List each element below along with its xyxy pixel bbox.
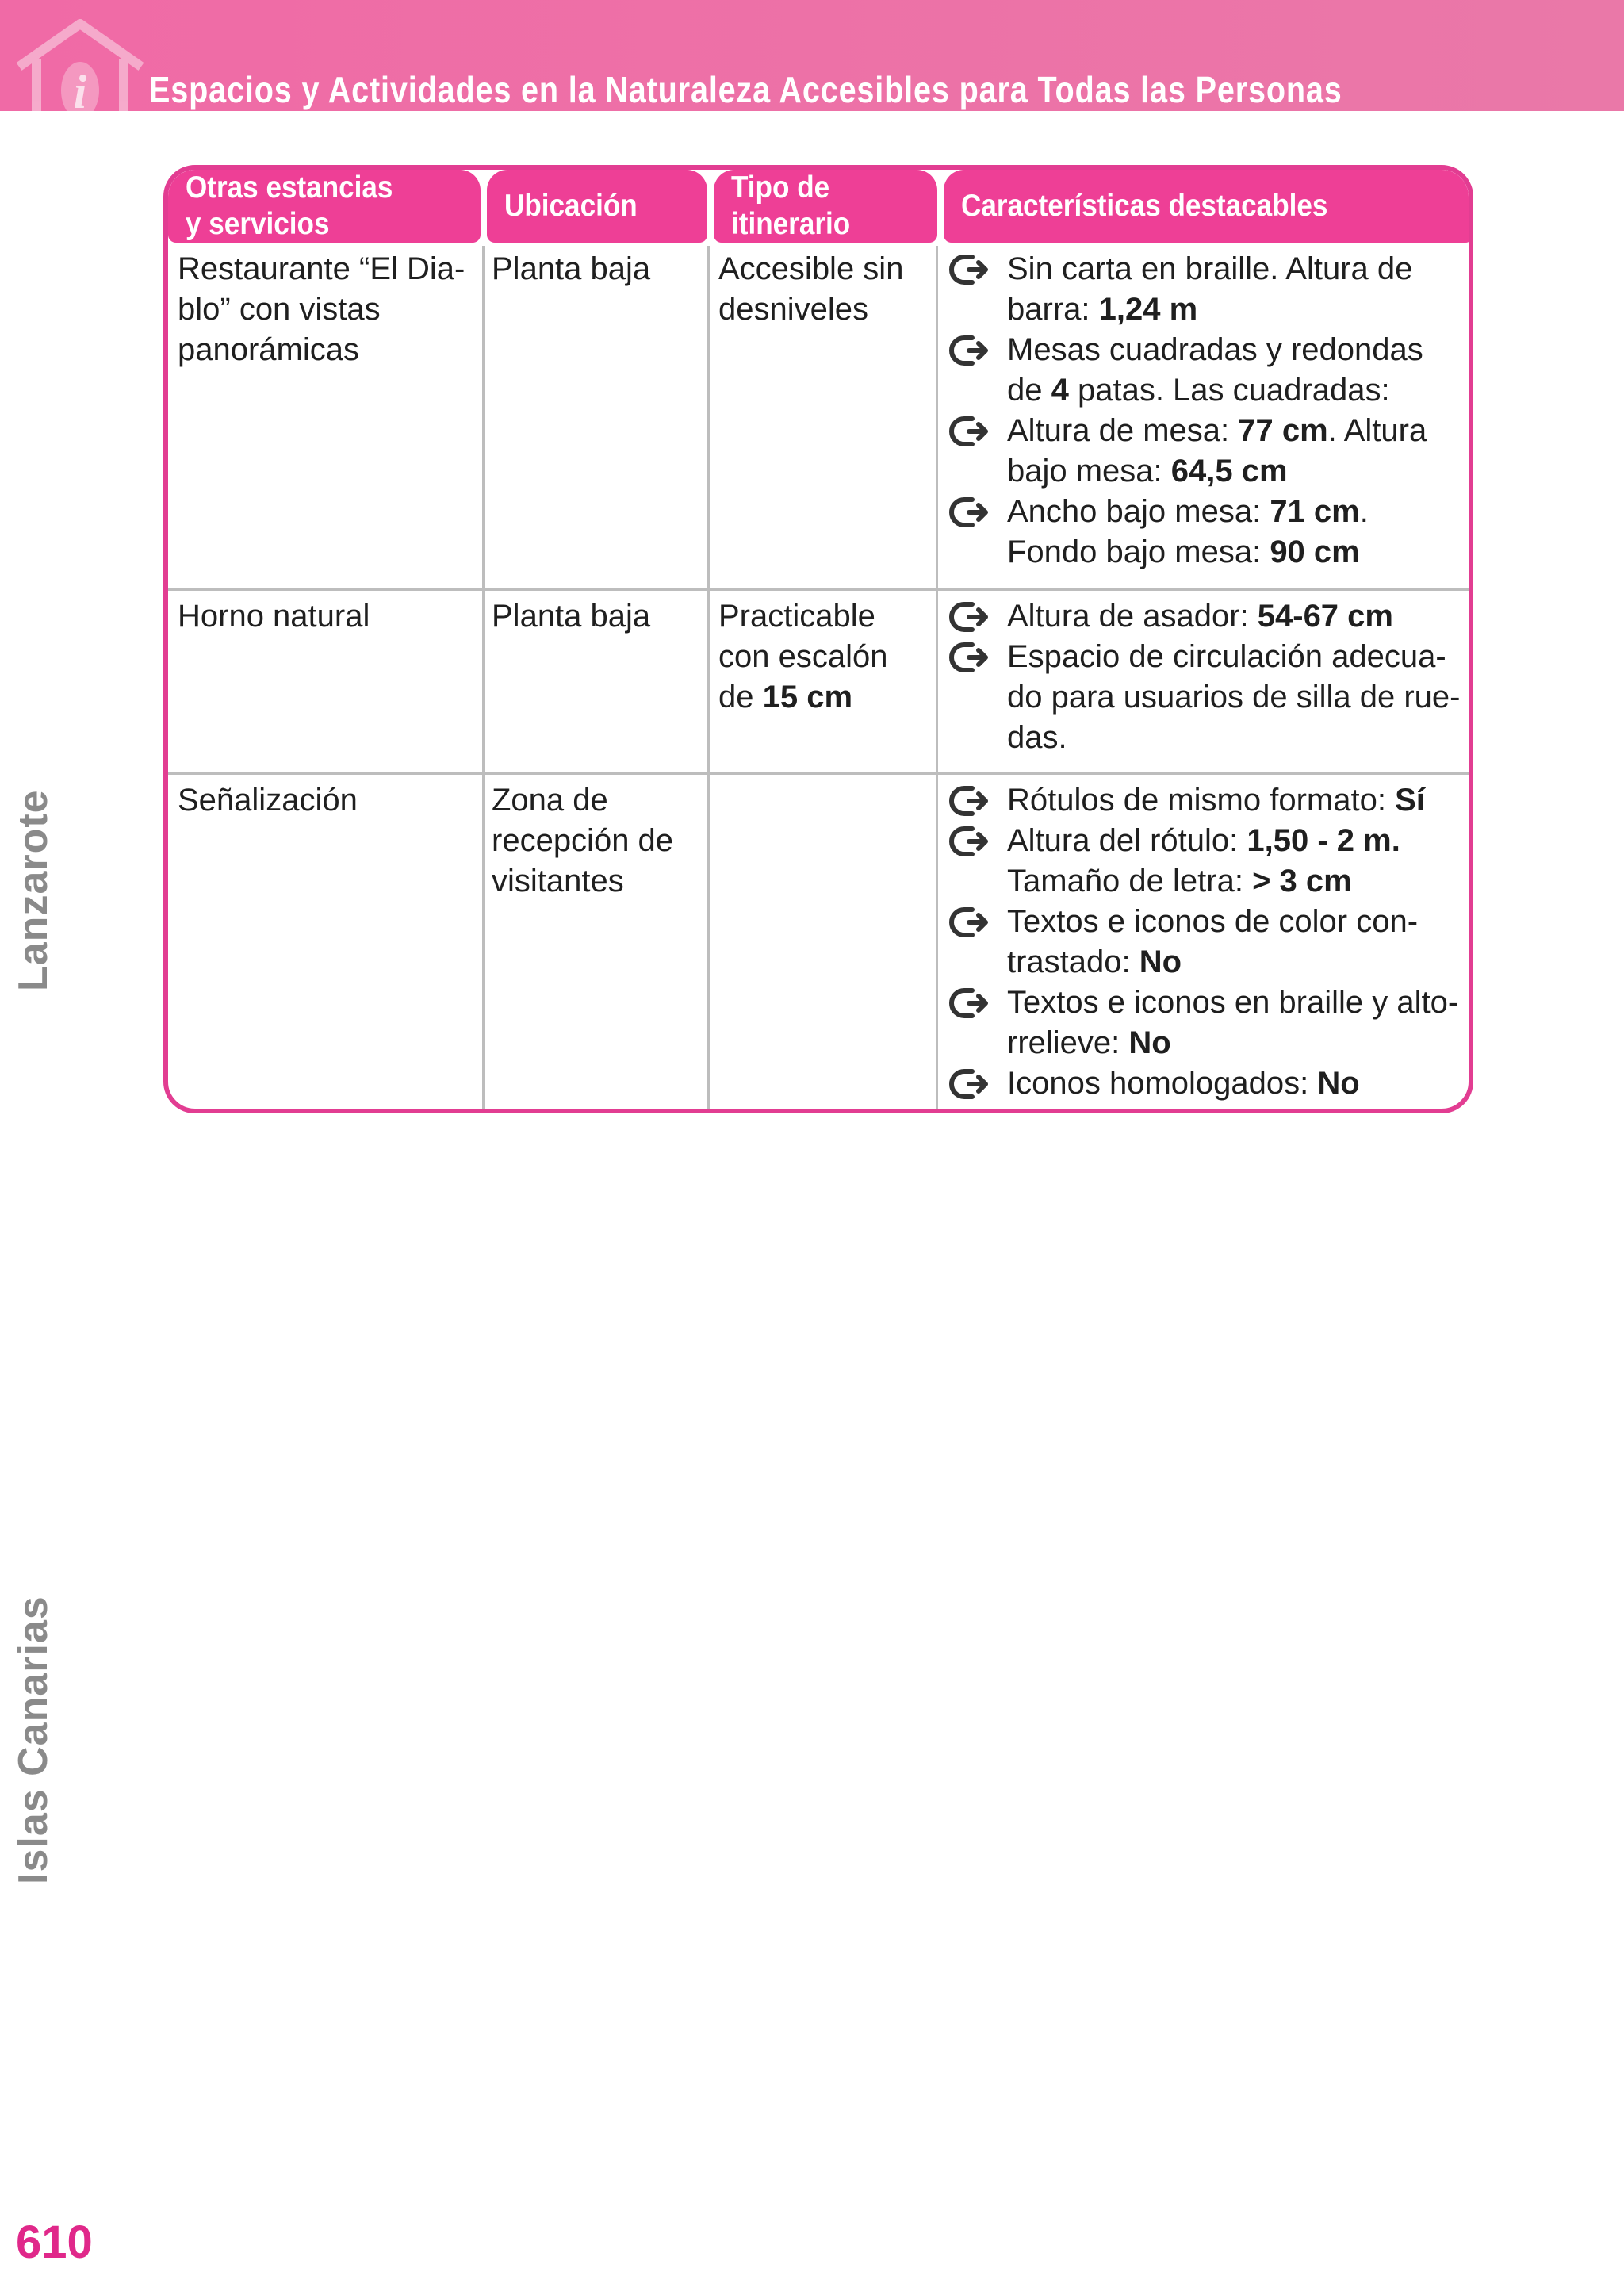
feature-text [1007, 332, 1423, 408]
arrow-bullet-icon [948, 986, 988, 1021]
cell-itinerario-horno-text: Practicable con escalón de [718, 599, 888, 715]
arrow-bullet-icon [948, 600, 988, 634]
feature-value: Sí [1395, 783, 1425, 818]
features-list-horno [948, 596, 1464, 758]
table-header-row [168, 170, 1469, 246]
arrow-bullet-icon [948, 640, 988, 675]
svg-text:i: i [73, 66, 87, 111]
arrow-bullet-icon [948, 905, 988, 940]
column-header-servicios-label: Otras estancias y servicios [186, 171, 393, 241]
column-header-ubicacion [487, 170, 707, 243]
feature-text [1007, 599, 1393, 634]
feature-item [948, 637, 1464, 758]
cell-itinerario-restaurante: Accesible sin desniveles [718, 251, 904, 327]
feature-label: . Altura bajo mesa: [1007, 413, 1427, 489]
feature-item [948, 596, 1464, 637]
feature-value: No [1139, 945, 1182, 979]
arrow-bullet-icon [948, 333, 988, 368]
feature-text [1007, 904, 1418, 979]
header-band [0, 0, 1624, 111]
row-divider [168, 588, 1469, 591]
cell-ubicacion-senalizacion: Zona de recepción de visitantes [492, 783, 674, 899]
feature-label: Iconos homologados: [1007, 1066, 1318, 1101]
feature-item [948, 821, 1464, 902]
cell-servicio-senalizacion: Señalización [178, 783, 358, 818]
feature-text [1007, 783, 1425, 818]
feature-label: patas. Las cuadradas: [1068, 373, 1390, 408]
feature-item [948, 902, 1464, 983]
feature-item [948, 780, 1464, 821]
side-label-islas-canarias: Islas Canarias [10, 1596, 56, 1884]
feature-value: 77 cm [1238, 413, 1328, 448]
feature-item [948, 983, 1464, 1063]
feature-label: Altura de asador: [1007, 599, 1258, 634]
feature-label: Tamaño de letra: [1007, 864, 1243, 899]
feature-item [948, 411, 1464, 492]
feature-value: > 3 cm [1252, 864, 1352, 899]
column-header-caracteristicas [944, 170, 1473, 243]
feature-value: 1,24 m [1098, 292, 1198, 327]
column-header-ubicacion-label: Ubicación [504, 189, 638, 223]
feature-text [1007, 639, 1460, 755]
accessibility-table [163, 165, 1473, 1113]
feature-value: 90 cm [1270, 535, 1360, 569]
feature-label: Textos e iconos de color con- trastado: [1007, 904, 1419, 979]
feature-text [1007, 823, 1400, 899]
row-divider [168, 772, 1469, 775]
feature-label: Altura del rótulo: [1007, 823, 1247, 858]
feature-text [1007, 494, 1369, 569]
cell-ubicacion-restaurante: Planta baja [492, 251, 651, 286]
feature-item [948, 492, 1464, 573]
feature-value: No [1128, 1025, 1171, 1060]
feature-label: . Fondo bajo mesa: [1007, 494, 1369, 569]
arrow-bullet-icon [948, 495, 988, 530]
cell-itinerario-horno-value: 15 cm [762, 680, 853, 715]
column-divider [482, 246, 485, 1113]
arrow-bullet-icon [948, 1067, 988, 1102]
feature-label: Mesas cuadradas y redondas de [1007, 332, 1423, 408]
page-number: 610 [16, 2217, 93, 2268]
house-info-icon [13, 17, 147, 111]
feature-label: Espacio de circulación adecua- do para usuarios de silla de rue- das. [1007, 639, 1461, 755]
feature-text [1007, 1066, 1360, 1101]
feature-label: Rótulos de mismo formato: [1007, 783, 1396, 818]
feature-label: Textos e iconos en braille y alto- rrelieve: [1007, 985, 1459, 1060]
column-header-itinerario-label: Tipo de itinerario [731, 171, 851, 241]
cell-servicio-restaurante: Restaurante “El Dia- blo” con vistas panorámicas [178, 251, 465, 367]
cell-itinerario-horno [718, 596, 933, 718]
column-header-itinerario [714, 170, 937, 243]
column-divider [707, 246, 710, 1113]
feature-label: Ancho bajo mesa: [1007, 494, 1270, 529]
feature-item [948, 249, 1464, 330]
features-list-restaurante [948, 249, 1464, 573]
features-list-senalizacion [948, 780, 1464, 1104]
feature-value: 64,5 cm [1170, 454, 1288, 489]
feature-value: 1,50 - 2 m. [1247, 823, 1400, 858]
arrow-bullet-icon [948, 824, 988, 859]
cell-ubicacion-horno: Planta baja [492, 599, 651, 634]
column-header-caracteristicas-label: Características destacables [961, 189, 1328, 223]
feature-value: 71 cm [1270, 494, 1360, 529]
side-label-lanzarote: Lanzarote [10, 789, 56, 991]
column-header-servicios [168, 170, 481, 243]
feature-value: 4 [1051, 373, 1069, 408]
feature-value: 54-67 cm [1257, 599, 1393, 634]
feature-text [1007, 251, 1412, 327]
feature-text [1007, 985, 1458, 1060]
page-header-title: Espacios y Actividades en la Naturaleza Accesibles para Todas las Personas [149, 69, 1342, 110]
arrow-bullet-icon [948, 784, 988, 818]
feature-text [1007, 413, 1427, 489]
cell-servicio-horno: Horno natural [178, 599, 370, 634]
arrow-bullet-icon [948, 414, 988, 449]
feature-item [948, 330, 1464, 411]
feature-value: No [1317, 1066, 1360, 1101]
feature-label: Sin carta en braille. Altura de barra: [1007, 251, 1413, 327]
column-divider [936, 246, 938, 1113]
arrow-bullet-icon [948, 252, 988, 287]
feature-item [948, 1063, 1464, 1104]
feature-label: Altura de mesa: [1007, 413, 1239, 448]
